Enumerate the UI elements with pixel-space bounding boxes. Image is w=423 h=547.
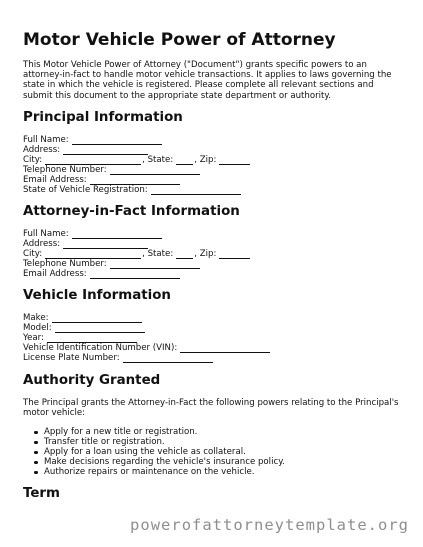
- vehicle-fields: [23, 313, 270, 363]
- attorney-address-label: Address:: [23, 239, 61, 249]
- attorney-email-label: Email Address:: [23, 269, 87, 279]
- vehicle-vin-label: Vehicle Identification Number (VIN):: [23, 343, 178, 353]
- attorney-city-label: City:: [23, 249, 43, 259]
- principal-heading: Principal Information: [23, 110, 183, 125]
- principal-email-blank[interactable]: [90, 176, 180, 185]
- authority-paragraph: The Principal grants the Attorney-in-Fact the following powers relating to the Principal's motor vehicle:: [23, 398, 399, 419]
- principal-state-blank[interactable]: [176, 156, 193, 165]
- authority-heading: Authority Granted: [23, 373, 161, 388]
- power-list-item: Transfer title or registration.: [32, 437, 285, 447]
- vehicle-plate-label: License Plate Number:: [23, 353, 120, 363]
- principal-full-name-field[interactable]: [23, 135, 250, 145]
- principal-telephone-label: Telephone Number:: [23, 165, 107, 175]
- vehicle-vin-field[interactable]: [23, 343, 270, 353]
- principal-zip-label: Zip:: [199, 155, 217, 165]
- principal-registration-state-label: State of Vehicle Registration:: [23, 185, 148, 195]
- comma-separator: ,: [194, 155, 200, 165]
- attorney-state-label: State:: [147, 249, 174, 259]
- principal-full-name-label: Full Name:: [23, 135, 69, 145]
- attorney-full-name-label: Full Name:: [23, 229, 69, 239]
- vehicle-plate-field[interactable]: [23, 353, 270, 363]
- principal-registration-state-blank[interactable]: [151, 186, 241, 195]
- attorney-email-field[interactable]: [23, 269, 250, 279]
- principal-fields: [23, 135, 250, 195]
- vehicle-year-blank[interactable]: [47, 334, 137, 343]
- document-title: Motor Vehicle Power of Attorney: [23, 30, 336, 50]
- attorney-telephone-field[interactable]: [23, 259, 250, 269]
- attorney-city-blank[interactable]: [45, 250, 141, 259]
- attorney-fields: [23, 229, 250, 279]
- intro-paragraph: This Motor Vehicle Power of Attorney ("Document") grants specific powers to an attorney-in-fact to handle motor vehicle transactions. It applies to laws governing the state in which the vehicle is registered. Please complete all relevant sections and submit this document to the appropriate state department or authority.: [23, 60, 392, 101]
- attorney-email-blank[interactable]: [90, 270, 180, 279]
- vehicle-plate-blank[interactable]: [123, 354, 213, 363]
- attorney-full-name-blank[interactable]: [72, 230, 162, 239]
- vehicle-model-label: Model:: [23, 323, 52, 333]
- watermark-text: powerofattorneytemplate.org: [130, 516, 409, 534]
- attorney-zip-label: Zip:: [199, 249, 217, 259]
- principal-zip-blank[interactable]: [219, 156, 250, 165]
- principal-registration-state-field[interactable]: [23, 185, 250, 195]
- principal-email-label: Email Address:: [23, 175, 87, 185]
- attorney-address-field[interactable]: [23, 239, 250, 249]
- attorney-telephone-blank[interactable]: [110, 260, 200, 269]
- authority-powers-list: [32, 427, 285, 477]
- vehicle-model-blank[interactable]: [55, 324, 145, 333]
- attorney-zip-blank[interactable]: [219, 250, 250, 259]
- attorney-heading: Attorney-in-Fact Information: [23, 204, 240, 219]
- vehicle-make-blank[interactable]: [52, 314, 142, 323]
- vehicle-year-label: Year:: [23, 333, 44, 343]
- principal-state-label: State:: [147, 155, 174, 165]
- comma-separator: ,: [142, 249, 148, 259]
- vehicle-make-label: Make:: [23, 313, 49, 323]
- vehicle-heading: Vehicle Information: [23, 288, 171, 303]
- principal-address-field[interactable]: [23, 145, 250, 155]
- vehicle-model-field[interactable]: [23, 323, 270, 333]
- principal-email-field[interactable]: [23, 175, 250, 185]
- vehicle-year-field[interactable]: [23, 333, 270, 343]
- site-watermark: [0, 516, 423, 534]
- term-heading: Term: [23, 486, 60, 501]
- attorney-full-name-field[interactable]: [23, 229, 250, 239]
- principal-city-field[interactable]: [23, 155, 250, 165]
- attorney-city-field[interactable]: [23, 249, 250, 259]
- vehicle-make-field[interactable]: [23, 313, 270, 323]
- principal-address-label: Address:: [23, 145, 61, 155]
- attorney-state-blank[interactable]: [176, 250, 193, 259]
- power-list-item: Make decisions regarding the vehicle's insurance policy.: [32, 457, 285, 467]
- power-list-item: Authorize repairs or maintenance on the vehicle.: [32, 467, 285, 477]
- comma-separator: ,: [142, 155, 148, 165]
- power-list-item: Apply for a loan using the vehicle as collateral.: [32, 447, 285, 457]
- principal-telephone-blank[interactable]: [110, 166, 200, 175]
- principal-city-blank[interactable]: [45, 156, 141, 165]
- power-list-item: Apply for a new title or registration.: [32, 427, 285, 437]
- principal-telephone-field[interactable]: [23, 165, 250, 175]
- principal-address-blank[interactable]: [63, 146, 148, 155]
- principal-city-label: City:: [23, 155, 43, 165]
- principal-full-name-blank[interactable]: [72, 136, 162, 145]
- vehicle-vin-blank[interactable]: [180, 344, 270, 353]
- attorney-address-blank[interactable]: [63, 240, 148, 249]
- attorney-telephone-label: Telephone Number:: [23, 259, 107, 269]
- comma-separator: ,: [194, 249, 200, 259]
